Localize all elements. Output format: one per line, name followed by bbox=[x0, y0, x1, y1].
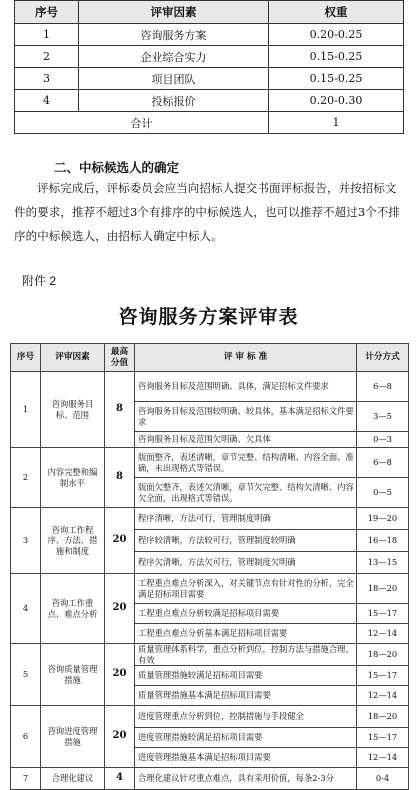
group-max-score: 8 bbox=[105, 448, 135, 508]
score-range: 12—14 bbox=[357, 748, 409, 768]
standard-text: 咨询服务目标及范围欠明确、欠具体 bbox=[135, 432, 357, 448]
weight-table-total-row bbox=[15, 112, 404, 134]
standard-text: 进度管理重点分析到位，控制措施与手段健全 bbox=[135, 706, 357, 728]
score-range: 19—20 bbox=[357, 508, 409, 530]
review-table-row bbox=[11, 574, 409, 604]
weight-table-row bbox=[15, 24, 404, 46]
score-range: 15—17 bbox=[357, 604, 409, 624]
group-max-score: 20 bbox=[105, 574, 135, 644]
score-range: 0-4 bbox=[357, 768, 409, 790]
standard-text: 咨询服务目标及范围明确、具体，满足招标文件要求 bbox=[135, 372, 357, 402]
group-factor: 咨询工作程序、方法、措施和制度 bbox=[41, 508, 105, 574]
standard-text: 合理化建议针对重点难点，具有采用价值，每条2-3分 bbox=[135, 768, 357, 790]
group-no: 7 bbox=[11, 768, 41, 790]
score-range: 13—15 bbox=[357, 552, 409, 574]
score-range: 6—8 bbox=[357, 372, 409, 402]
standard-text: 版面整齐，表述清晰，章节完整、结构清晰、内容全面、准确，未出现格式等错误。 bbox=[135, 448, 357, 478]
group-no: 4 bbox=[11, 574, 41, 644]
group-factor: 咨询质量管理措施 bbox=[41, 644, 105, 706]
group-factor: 内容完整和编制水平 bbox=[41, 448, 105, 508]
standard-text: 质量管理体系科学，重点分析到位，控制方法与措施合理、有效 bbox=[135, 644, 357, 666]
row-weight: 0.20-0.30 bbox=[269, 90, 404, 112]
row-weight: 0.20-0.25 bbox=[269, 24, 404, 46]
attachment-label: 附件 2 bbox=[22, 274, 57, 288]
standard-text: 程序清晰，方法可行，管理制度明确 bbox=[135, 508, 357, 530]
standard-text: 程序较清晰，方法较可行，管理制度较明确 bbox=[135, 530, 357, 552]
score-range: 12—14 bbox=[357, 686, 409, 706]
row-factor: 企业综合实力 bbox=[79, 46, 269, 68]
weight-table-row bbox=[15, 90, 404, 112]
review-table-row bbox=[11, 508, 409, 530]
group-max-score: 20 bbox=[105, 644, 135, 706]
group-max-score: 20 bbox=[105, 706, 135, 768]
review-header-factor: 评审因素 bbox=[41, 344, 105, 372]
group-max-score: 20 bbox=[105, 508, 135, 574]
group-factor: 咨询工作重点、难点分析 bbox=[41, 574, 105, 644]
score-range: 0—5 bbox=[357, 478, 409, 508]
row-factor: 咨询服务方案 bbox=[79, 24, 269, 46]
group-no: 1 bbox=[11, 372, 41, 448]
standard-text: 工程重点难点分析深入，对关键节点有针对性的分析，完全满足招标项目需要 bbox=[135, 574, 357, 604]
standard-text: 质量管理措施较满足招标项目需要 bbox=[135, 666, 357, 686]
row-no: 2 bbox=[15, 46, 79, 68]
weight-table bbox=[14, 0, 404, 134]
weight-table-header bbox=[15, 1, 404, 24]
score-range: 6—8 bbox=[357, 448, 409, 478]
standard-text: 版面欠整齐，表述欠清晰，章节欠完整、结构欠清晰、内容欠全面，出现格式等错误。 bbox=[135, 478, 357, 508]
weight-table-row bbox=[15, 68, 404, 90]
group-factor: 咨询进度管理措施 bbox=[41, 706, 105, 768]
review-table-row bbox=[11, 448, 409, 478]
review-table-row bbox=[11, 372, 409, 402]
review-table-row bbox=[11, 768, 409, 790]
score-range: 0—3 bbox=[357, 432, 409, 448]
standard-text: 程序欠清晰，方法欠可行，管理制度欠明确 bbox=[135, 552, 357, 574]
row-no: 3 bbox=[15, 68, 79, 90]
group-no: 6 bbox=[11, 706, 41, 768]
group-factor: 咨询服务目标、范围 bbox=[41, 372, 105, 448]
review-table bbox=[10, 343, 409, 790]
score-range: 12—14 bbox=[357, 624, 409, 644]
doc-title: 咨询服务方案评审表 bbox=[118, 306, 299, 328]
score-range: 18—20 bbox=[357, 574, 409, 604]
paragraph: 评标完成后，评标委员会应当向招标人提交书面评标报告，并按招标文件的要求，推荐不超过3个有排序的中标候选人，也可以推荐不超过3个不排序的中标候选人，由招标人确定中标人。 bbox=[14, 181, 401, 243]
group-factor: 合理化建议 bbox=[41, 768, 105, 790]
score-range: 18—20 bbox=[357, 644, 409, 666]
group-no: 2 bbox=[11, 448, 41, 508]
header-factor: 评审因素 bbox=[79, 1, 269, 24]
review-table-row bbox=[11, 706, 409, 728]
review-header-standard: 评 审 标 准 bbox=[135, 344, 357, 372]
group-max-score: 8 bbox=[105, 372, 135, 448]
score-range: 16—18 bbox=[357, 530, 409, 552]
total-value: 1 bbox=[269, 112, 404, 134]
header-no: 序号 bbox=[15, 1, 79, 24]
score-range: 3—5 bbox=[357, 402, 409, 432]
row-weight: 0.15-0.25 bbox=[269, 68, 404, 90]
score-range: 18—20 bbox=[357, 706, 409, 728]
weight-table-row bbox=[15, 46, 404, 68]
group-max-score: 4 bbox=[105, 768, 135, 790]
standard-text: 质量管理措施基本满足招标项目需要 bbox=[135, 686, 357, 706]
review-table-header bbox=[11, 344, 409, 372]
review-header-scoring: 计分方式 bbox=[357, 344, 409, 372]
standard-text: 进度管理措施较满足招标项目需要 bbox=[135, 728, 357, 748]
section-title: 二、中标候选人的确定 bbox=[54, 160, 180, 175]
score-range: 15—17 bbox=[357, 728, 409, 748]
row-no: 1 bbox=[15, 24, 79, 46]
review-header-max: 最高分值 bbox=[105, 344, 135, 372]
row-weight: 0.15-0.25 bbox=[269, 46, 404, 68]
group-no: 3 bbox=[11, 508, 41, 574]
row-factor: 项目团队 bbox=[79, 68, 269, 90]
total-label: 合计 bbox=[15, 112, 269, 134]
score-range: 15—17 bbox=[357, 666, 409, 686]
row-factor: 投标报价 bbox=[79, 90, 269, 112]
standard-text: 进度管理措施基本满足招标项目需要 bbox=[135, 748, 357, 768]
standard-text: 咨询服务目标及范围较明确、较具体，基本满足招标文件要求 bbox=[135, 402, 357, 432]
standard-text: 工程重点难点分析较满足招标项目需要 bbox=[135, 604, 357, 624]
row-no: 4 bbox=[15, 90, 79, 112]
header-weight: 权重 bbox=[269, 1, 404, 24]
review-header-no: 序号 bbox=[11, 344, 41, 372]
group-no: 5 bbox=[11, 644, 41, 706]
standard-text: 工程重点难点分析基本满足招标项目需要 bbox=[135, 624, 357, 644]
review-table-row bbox=[11, 644, 409, 666]
